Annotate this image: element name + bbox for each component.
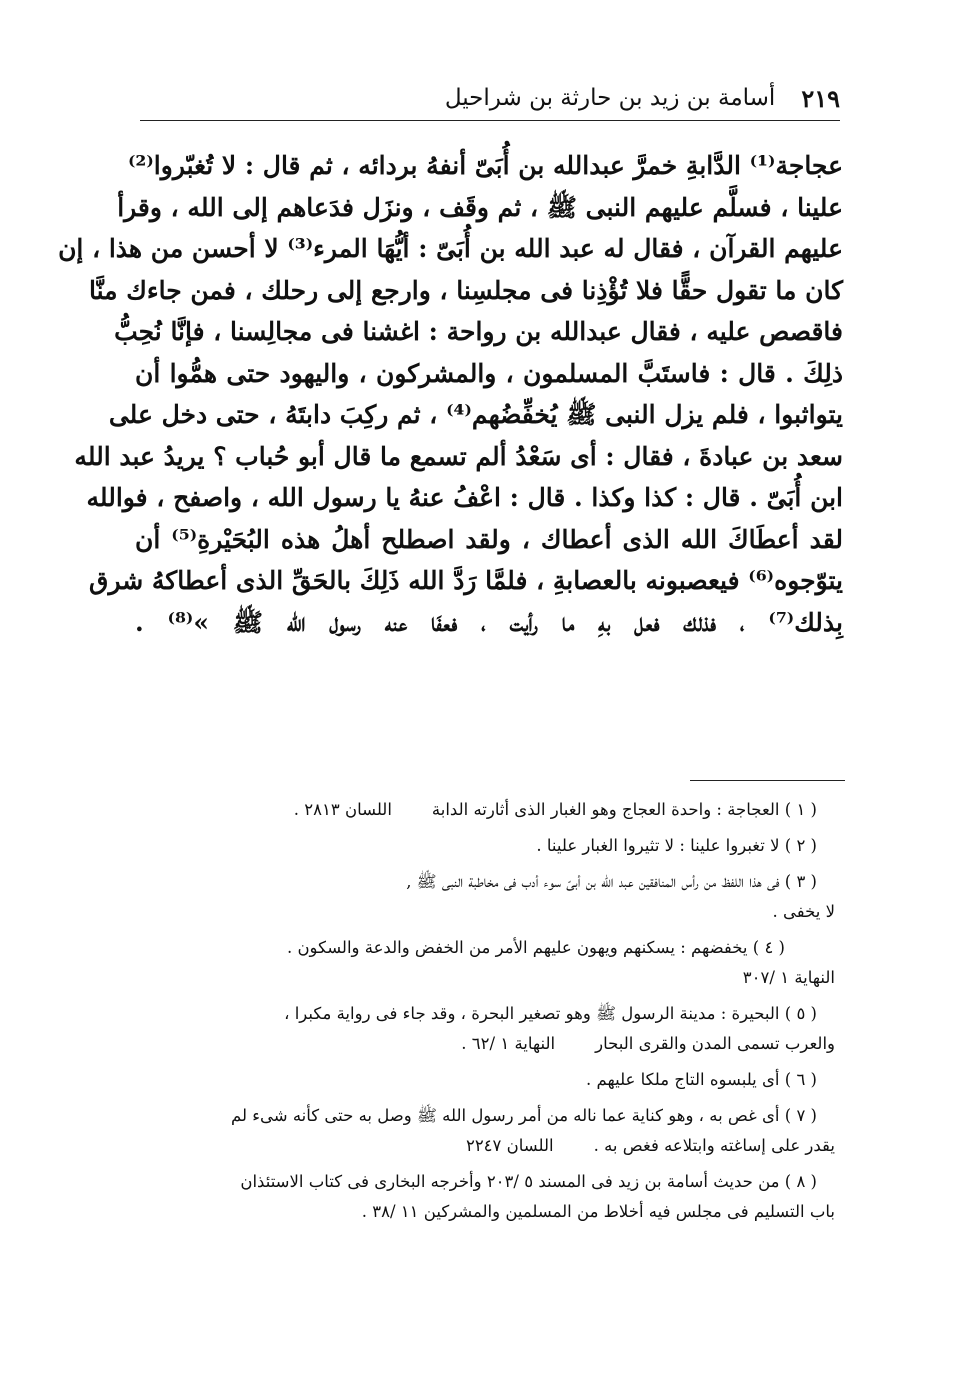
text-line: عجاجة⁽¹⁾ الدَّابةِ خمرَّ عبدالله بن أُبَىّ أنفهُ بردائه ، ثم قال : لا تُغبّروا⁽²⁾ <box>127 151 843 180</box>
footnote-text: ( ١ ) العجاجة : واحدة العجاج وهو الغبار الذى أثارته الدابة <box>431 800 817 819</box>
footnote-text: يقدر على إساغته وابتلاعه فغص به . <box>593 1136 835 1155</box>
footnote-1 <box>145 795 835 825</box>
text-line: لقد أعطَاكَ الله الذى أعطاك ، ولقد اصطلح أهلُ هذه البُحَيْرةِ⁽⁵⁾ أن <box>135 524 843 554</box>
footnote-2 <box>145 831 835 861</box>
text-line: ذلِكَ . قال : فاستَبَّ المسلمون ، والمشركون ، واليهود حتى همُّوا أن <box>135 358 843 388</box>
text-line: بِذلك⁽⁷⁾ ، فذلك فعل بهِ ما رأيت ، فعفَا عنه رسول الله ﷺ »⁽⁸⁾ . <box>135 607 843 637</box>
footnote-7 <box>145 1101 835 1161</box>
page-number: ٢١٩ <box>801 83 840 113</box>
footnote-text: ( ٦ ) أى يلبسوه التاج ملكا عليهم . <box>586 1070 817 1089</box>
text-line: سعد بن عبادةَ ، فقال : أى سَعْدُ ألم تسمع ما قال أبو حُباب ؟ يريدُ عبد الله <box>74 441 843 471</box>
footnote-text: ( ٢ ) لا تغبروا علينا : لا تثيروا الغبار علينا . <box>536 836 817 855</box>
text-line: فاقصص عليه ، فقال عبدالله بن رواحة : اغشنا فى مجالِسنا ، فإنَّا نُحِبُّ <box>114 317 843 346</box>
footnote-text: ( ٥ ) البحيرة : مدينة الرسول ﷺ وهو تصغير البحرة ، وقد جاء فى رواية مكبرا ، <box>284 1004 817 1023</box>
footnote-text: ( ٤ ) يخفضهم : يسكنهم ويهون عليهم الأمر من الخفض والدعة والسكون . <box>286 938 785 957</box>
running-title: أسامة بن زيد بن حارثة بن شراحيل <box>444 85 776 111</box>
footnote-text: والعرب تسمى المدن والقرى البحار <box>595 1034 835 1053</box>
footnote-text: ( ٣ ) فى هذا اللفظ من رأس المنافقين عبد الله بن أبىّ سوء أدب فى مخاطبة النبى ﷺ , <box>406 872 817 891</box>
footnote-4 <box>145 933 835 993</box>
main-text <box>58 145 843 643</box>
text-line: ابن أُبَىّ . قال : كذا وكذا . قال : اعْفُ عنهُ يا رسول الله ، واصفح ، فوالله <box>86 483 843 512</box>
text-line: يتوّجوه⁽⁶⁾ فيعصبونه بالعصابةِ ، فلمَّا رَدَّ الله ذَلِكَ بالحَقِّ الذى أعطاكهُ شرق <box>89 566 843 595</box>
footnote-source: النهاية ١ /٦٢ . <box>461 1034 556 1053</box>
text-line: كان ما تقول حقًّا فلا تُؤْذِنا فى مجلسِنا ، وارجع إلى رحلك ، فمن جاءك منَّا <box>88 275 843 305</box>
footnote-text: ( ٨ ) من حديث أسامة بن زيد فى المسند ٥ /٢٠٣ وأخرجه البخارى فى كتاب الاستئذان <box>240 1172 817 1191</box>
footnotes <box>145 795 835 1233</box>
text-line: عليهم القرآن ، فقال له عبد الله بن أُبَىّ : أيُّهَا المرء⁽³⁾ لا أحسن من هذا ، إن <box>58 234 843 263</box>
running-header <box>140 78 840 118</box>
footnote-8 <box>145 1167 835 1227</box>
footnote-6 <box>145 1065 835 1095</box>
footnote-text: لا يخفى . <box>772 902 835 921</box>
footnote-5 <box>145 999 835 1059</box>
text-line: علينا ، فسلَّم عليهم النبى ﷺ ، ثم وقَف ، ونزَل فدَعاهم إلى الله ، وقرأ <box>117 192 843 222</box>
footnote-text: ( ٧ ) أى غص به ، وهو كناية عما ناله من أمر رسول الله ﷺ وصل به حتى كأنه شىء لم <box>231 1106 817 1125</box>
footnote-separator <box>690 780 845 781</box>
footnote-source: اللسان ٢٢٤٧ <box>465 1136 554 1155</box>
footnote-source: اللسان ٢٨١٣ . <box>293 800 392 819</box>
header-rule <box>140 120 840 121</box>
footnote-source: النهاية ١ /٣٠٧ <box>742 968 835 987</box>
text-line: يتواثبوا ، فلم يزل النبى ﷺ يُخفِّضُهم⁽⁴⁾ ، ثم ركِبَ دابتَهُ ، حتى دخل على <box>108 400 843 429</box>
footnote-text: باب التسليم فى مجلس فيه أخلاط من المسلمين والمشركين ١١ /٣٨ . <box>361 1202 835 1221</box>
footnote-3 <box>145 867 835 927</box>
